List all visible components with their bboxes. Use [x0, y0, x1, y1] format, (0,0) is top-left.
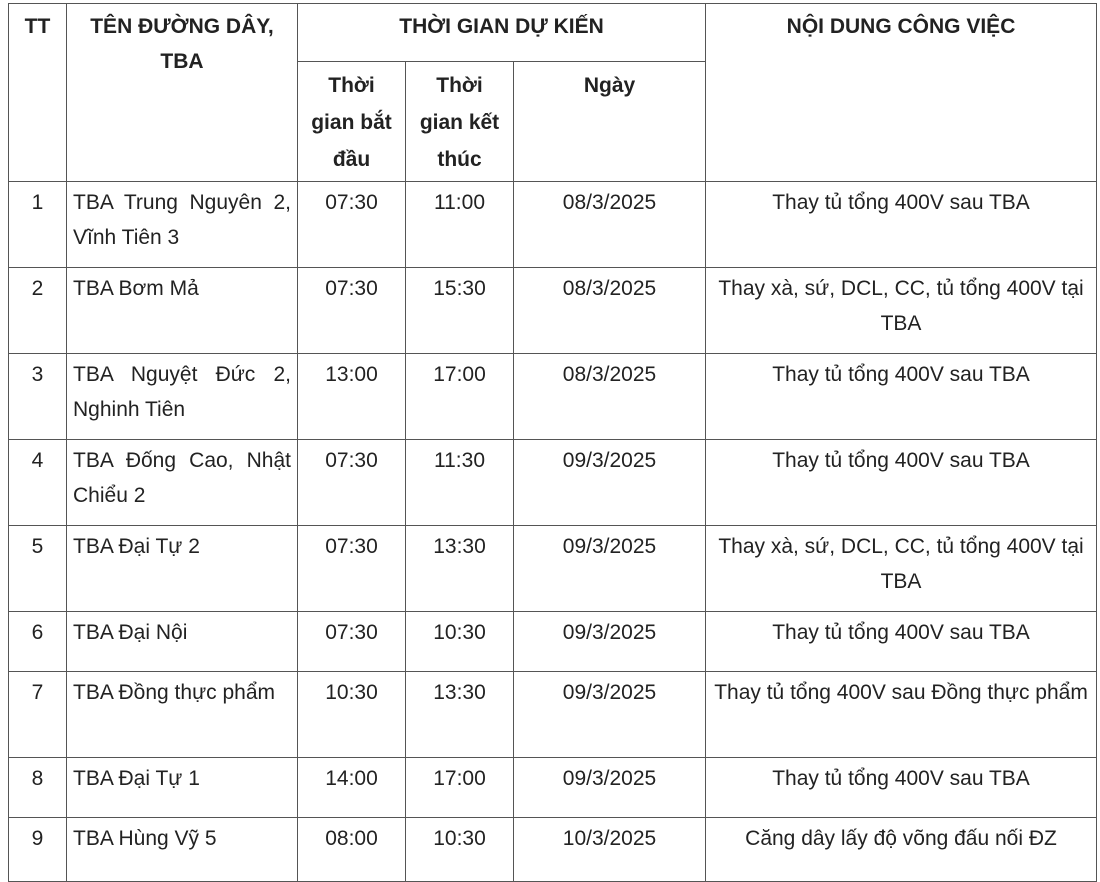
- cell-date: 09/3/2025: [514, 440, 706, 526]
- cell-content: Thay xà, sứ, DCL, CC, tủ tổng 400V tại TBA: [706, 268, 1097, 354]
- header-planned-time: THỜI GIAN DỰ KIẾN: [298, 4, 706, 62]
- table-row: [9, 268, 1097, 354]
- cell-end: 17:00: [406, 354, 514, 440]
- header-start: Thời gian bắt đầu: [298, 62, 406, 182]
- cell-content: Thay tủ tổng 400V sau TBA: [706, 354, 1097, 440]
- table-row: [9, 526, 1097, 612]
- header-content: NỘI DUNG CÔNG VIỆC: [706, 4, 1097, 182]
- cell-content: Thay tủ tổng 400V sau TBA: [706, 612, 1097, 672]
- cell-date: 08/3/2025: [514, 268, 706, 354]
- cell-end: 10:30: [406, 612, 514, 672]
- cell-start: 13:00: [298, 354, 406, 440]
- cell-tt: 8: [9, 758, 67, 818]
- header-name: TÊN ĐƯỜNG DÂY, TBA: [67, 4, 298, 182]
- cell-name: TBA Hùng Vỹ 5: [67, 818, 298, 882]
- cell-name: TBA Đại Tự 2: [67, 526, 298, 612]
- cell-content: Thay tủ tổng 400V sau Đồng thực phẩm: [706, 672, 1097, 758]
- cell-start: 08:00: [298, 818, 406, 882]
- cell-date: 09/3/2025: [514, 526, 706, 612]
- cell-tt: 3: [9, 354, 67, 440]
- cell-name: TBA Đồng thực phẩm: [67, 672, 298, 758]
- cell-tt: 6: [9, 612, 67, 672]
- cell-date: 09/3/2025: [514, 612, 706, 672]
- cell-tt: 4: [9, 440, 67, 526]
- header-end: Thời gian kết thúc: [406, 62, 514, 182]
- cell-start: 07:30: [298, 612, 406, 672]
- cell-tt: 5: [9, 526, 67, 612]
- table-row: [9, 612, 1097, 672]
- cell-tt: 1: [9, 182, 67, 268]
- cell-content: Thay tủ tổng 400V sau TBA: [706, 758, 1097, 818]
- cell-end: 10:30: [406, 818, 514, 882]
- cell-start: 07:30: [298, 440, 406, 526]
- cell-name: TBA Bơm Mả: [67, 268, 298, 354]
- cell-content: Thay tủ tổng 400V sau TBA: [706, 182, 1097, 268]
- cell-end: 17:00: [406, 758, 514, 818]
- cell-end: 11:00: [406, 182, 514, 268]
- table-row: [9, 182, 1097, 268]
- cell-end: 13:30: [406, 672, 514, 758]
- cell-end: 11:30: [406, 440, 514, 526]
- cell-date: 10/3/2025: [514, 818, 706, 882]
- header-tt: TT: [9, 4, 67, 182]
- cell-content: Thay xà, sứ, DCL, CC, tủ tổng 400V tại TBA: [706, 526, 1097, 612]
- cell-start: 07:30: [298, 268, 406, 354]
- cell-date: 09/3/2025: [514, 758, 706, 818]
- header-date: Ngày: [514, 62, 706, 182]
- cell-date: 09/3/2025: [514, 672, 706, 758]
- cell-start: 14:00: [298, 758, 406, 818]
- cell-date: 08/3/2025: [514, 354, 706, 440]
- table-row: [9, 818, 1097, 882]
- cell-content: Thay tủ tổng 400V sau TBA: [706, 440, 1097, 526]
- header-row-1: [9, 4, 1097, 62]
- table-row: [9, 672, 1097, 758]
- cell-tt: 7: [9, 672, 67, 758]
- table-row: [9, 354, 1097, 440]
- table-row: [9, 440, 1097, 526]
- cell-name: TBA Đại Nội: [67, 612, 298, 672]
- cell-date: 08/3/2025: [514, 182, 706, 268]
- cell-end: 15:30: [406, 268, 514, 354]
- cell-start: 07:30: [298, 526, 406, 612]
- cell-name: TBA Trung Nguyên 2, Vĩnh Tiên 3: [67, 182, 298, 268]
- table-row: [9, 758, 1097, 818]
- cell-name: TBA Đống Cao, Nhật Chiểu 2: [67, 440, 298, 526]
- outage-schedule-table: [8, 3, 1097, 882]
- cell-end: 13:30: [406, 526, 514, 612]
- cell-start: 07:30: [298, 182, 406, 268]
- cell-start: 10:30: [298, 672, 406, 758]
- cell-name: TBA Nguyệt Đức 2, Nghinh Tiên: [67, 354, 298, 440]
- cell-name: TBA Đại Tự 1: [67, 758, 298, 818]
- cell-tt: 9: [9, 818, 67, 882]
- cell-content: Căng dây lấy độ võng đấu nối ĐZ: [706, 818, 1097, 882]
- cell-tt: 2: [9, 268, 67, 354]
